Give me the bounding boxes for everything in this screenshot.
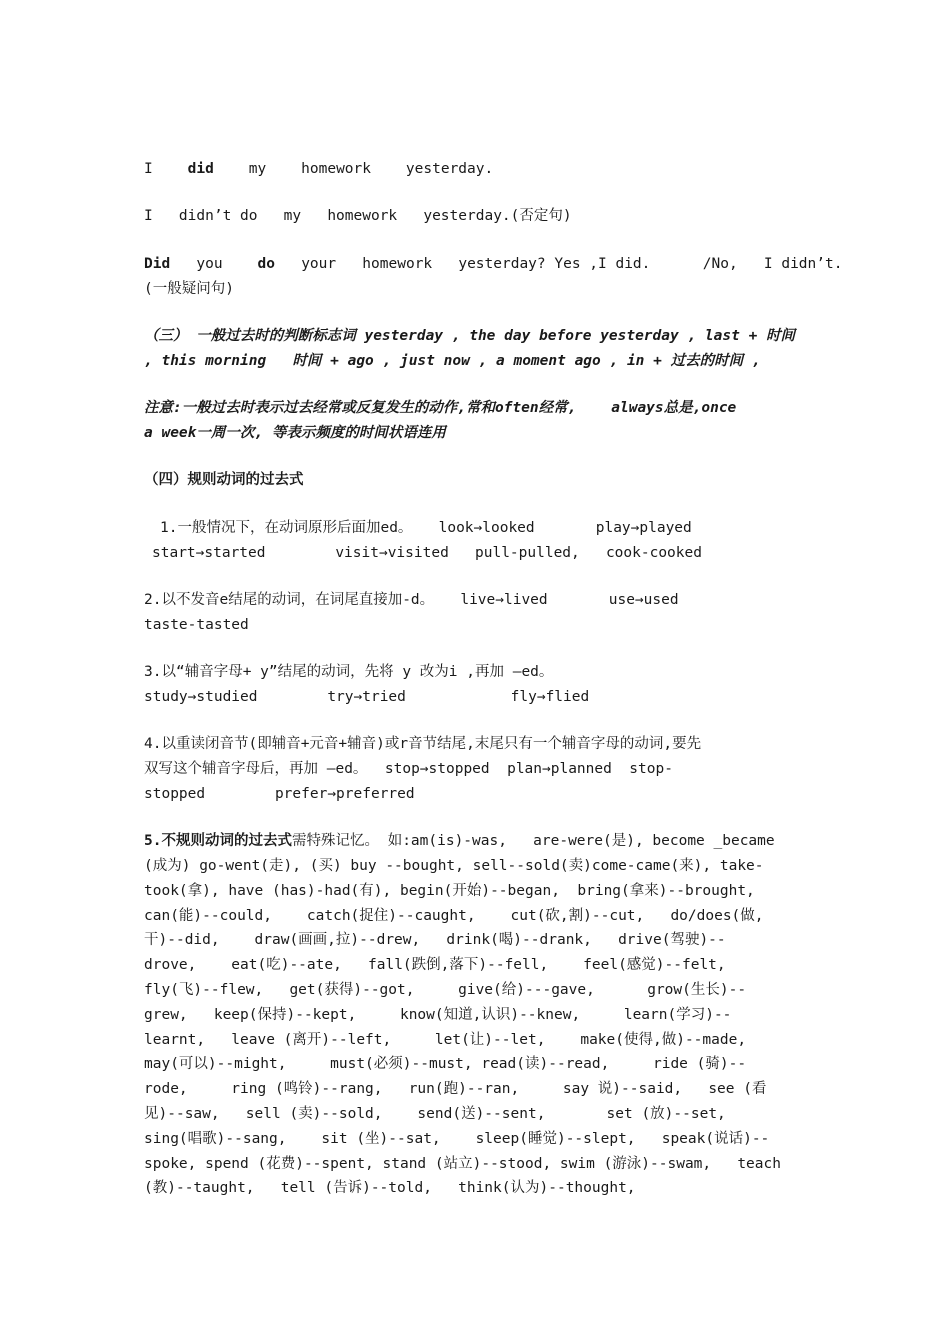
irregular-line: grew, keep(保持)--kept, know(知道,认识)--knew, learn(学习)-- [144,1006,732,1023]
word-did: did [187,161,214,177]
irregular-line: spoke, spend (花费)--spent, stand (站立)--stood, swim (游泳)--swam, teach [144,1155,781,1172]
irregular-line: took(拿), have (has)-had(有), begin(开始)--began, bring(拿来)--brought, [144,882,755,899]
rule4-line3: stopped prefer→preferred [144,785,415,802]
irregular-line: rode, ring (鸣铃)--rang, run(跑)--ran, say 说)--said, see (看 [144,1081,767,1098]
note-line1: 注意:一般过去时表示过去经常或反复发生的动作,常和often经常, always总是,once [144,400,737,417]
rule5-first-line [144,829,810,854]
irregular-line: learnt, leave (离开)--left, let(让)--let, make(使得,做)--made, [144,1031,747,1048]
irregular-line: can(能)--could, catch(捉住)--caught, cut(砍,割)--cut, do/does(做, [144,907,764,924]
rule2-line1: 2.以不发音e结尾的动词，在词尾直接加-d。 live→lived use→used [144,591,679,608]
example-affirmative-rest: my homework yesterday. [248,161,494,177]
irregular-line: 干)--did, draw(画画,拉)--drew, drink(喝)--drank, drive(驾驶)-- [144,932,726,949]
word-i: I [144,161,153,177]
irregular-line: 见)--saw, sell (卖)--sold, send(送)--sent, set (放)--set, [144,1106,726,1123]
document-page [144,157,843,1201]
section-four-heading: （四）规则动词的过去式 [144,472,304,489]
word-you: you [196,255,223,272]
rule3-line1: 3.以“辅音字母+ y”结尾的动词，先将 y 改为i ,再加 –ed。 [144,664,554,681]
rule5-heading: 5.不规则动词的过去式 [144,833,292,850]
irregular-line: drove, eat(吃)--ate, fall(跌倒,落下)--fell, feel(感觉)--felt, [144,957,726,974]
section-three-line2: , this morning 时间 + ago , just now , a moment ago , in + 过去的时间 , [144,352,761,369]
rule5-intro: 需特殊记忆。 如:am(is)-was, are-were(是), become _became [291,833,775,850]
irregular-line: (教)--taught, tell (告诉)--told, think(认为)--thought, [144,1180,636,1197]
note-line2: a week一周一次, 等表示频度的时间状语连用 [144,424,446,441]
irregular-line: (成为) go-went(走), (买) buy --bought, sell--sold(卖)come-came(来), take- [144,858,764,875]
example-affirmative [144,157,810,182]
rule4-line1: 4.以重读闭音节(即辅音+元音+辅音)或r音节结尾,末尾只有一个辅音字母的动词,要先 [144,736,702,753]
rule2-line2: taste-tasted [144,616,249,633]
word-did-question: Did [144,255,171,272]
example-question-rest: your homework yesterday? Yes ,I did. /No, I didn’t. [301,255,843,272]
rule1-line2: start→started visit→visited pull-pulled, cook-cooked [152,544,702,561]
example-negative: I didn’t do my homework yesterday.(否定句) [144,208,572,225]
example-question-note: (一般疑问句) [144,280,234,297]
irregular-line: sing(唱歌)--sang, sit (坐)--sat, sleep(睡觉)--slept, speak(说话)-- [144,1130,770,1147]
irregular-line: may(可以)--might, must(必须)--must, read(读)--read, ride (骑)-- [144,1056,747,1073]
rule1-line1: 1.一般情况下，在动词原形后面加ed。 look→looked play→played [160,519,692,536]
word-do: do [257,255,275,272]
example-question [144,252,843,277]
rule4-line2: 双写这个辅音字母后，再加 –ed。 stop→stopped plan→planned stop- [144,761,673,778]
rule3-line2: study→studied try→tried fly→flied [144,688,590,705]
section-three-line1: （三） 一般过去时的判断标志词 yesterday , the day before yesterday , last + 时间 [144,327,796,344]
irregular-line: fly(飞)--flew, get(获得)--got, give(给)---gave, grow(生长)-- [144,982,747,999]
